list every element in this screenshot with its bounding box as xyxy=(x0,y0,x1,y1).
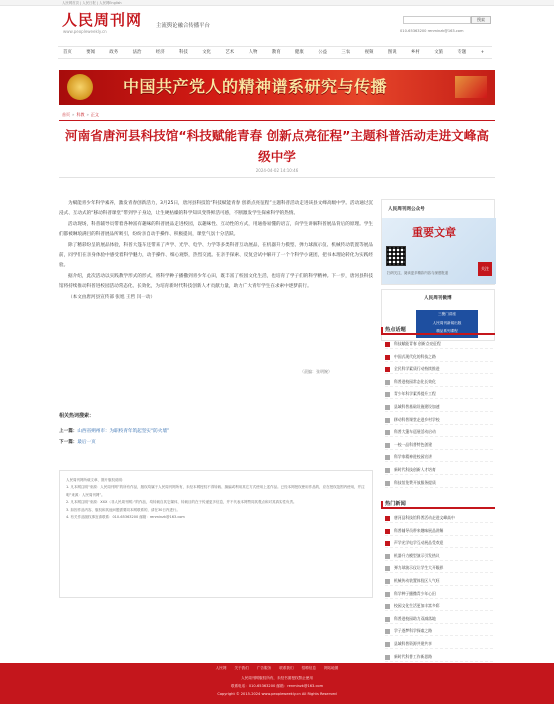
nav-item[interactable]: 三农 xyxy=(341,50,351,55)
list-item-label: 中国式现代化的科技之路 xyxy=(394,353,436,359)
list-item[interactable] xyxy=(385,389,493,399)
article-paragraph: 据介绍，此次活动以实践教学形式的形式，将科学种子播撒到青少年心田，既丰富了校园文化生活，也培育了学子们的科学精神。下一步，唐河县科技馆将持续推动科普进校园活动常态化、长效化，为培育新时代科技创新人才贡献力量，助力广大青年学生在求索中逐梦前行。 xyxy=(59,273,373,290)
disclaimer-line: 2. 凡本网注明“来源：XXX（非人民周刊网）”的作品，均转载自其它媒体，转载目的在于传递更多信息，并不代表本网赞同其观点和对其真实性负责。 xyxy=(66,500,297,505)
rank-badge xyxy=(385,392,390,397)
nav-item[interactable]: 科技 xyxy=(179,50,188,55)
list-item-label: 科普进校园常态化长效化 xyxy=(394,378,436,384)
rank-badge xyxy=(385,418,390,423)
site-logo[interactable] xyxy=(62,12,152,38)
rank-badge xyxy=(385,566,390,571)
rank-badge xyxy=(385,516,390,521)
title-divider xyxy=(59,120,495,121)
hot-topics-title: 热点话题 xyxy=(385,327,406,333)
list-item[interactable] xyxy=(385,478,493,488)
list-item-label: 校园文化生活更加丰富多彩 xyxy=(394,603,440,609)
list-item[interactable] xyxy=(385,614,493,624)
search-button[interactable]: 搜索 xyxy=(471,16,491,24)
nav-item[interactable]: 首页 xyxy=(63,50,72,55)
nav-item[interactable]: 人物 xyxy=(248,50,258,55)
weibo-title: 人民周刊微博 xyxy=(424,296,452,301)
list-item-label: 新时代科技创新人才培育 xyxy=(394,467,436,472)
rank-badge xyxy=(385,468,390,473)
site-footer xyxy=(0,663,554,704)
nav-item[interactable]: 法治 xyxy=(132,50,142,55)
list-item[interactable] xyxy=(385,402,493,412)
list-item[interactable] xyxy=(385,377,493,387)
list-item[interactable] xyxy=(385,452,493,462)
rank-badge xyxy=(385,642,390,647)
site-header xyxy=(0,6,554,42)
list-item[interactable] xyxy=(385,513,493,523)
nav-item[interactable]: 专题 xyxy=(457,50,467,55)
nav-item[interactable]: 图说 xyxy=(387,50,397,55)
banner-title: 中国共产党人的精神谱系研究与传播 xyxy=(123,77,388,96)
rank-badge xyxy=(385,342,390,347)
footer-link[interactable]: 联系我们 xyxy=(279,666,294,670)
footer-rights: Copyright © 2015-2024 www.peopleweekly.cn All Rights Reserved xyxy=(217,692,337,696)
qr-code-icon xyxy=(386,246,406,266)
nav-item[interactable]: 视频 xyxy=(364,50,374,55)
breadcrumb-sep: » xyxy=(72,112,75,117)
rank-badge xyxy=(385,629,390,634)
disclaimer-line: 人民周刊网所载文章、图片版权说明： xyxy=(66,478,126,482)
disclaimer-line: 1. 凡本网注明“来源：人民周刊网”的所有作品，版权均属于人民周刊网所有，未经本网授权不得转载、摘编或利用其它方式使用上述作品。已经本网授权使用作品的，应在授权范围内使用，并注明“来源：人民周刊网”。 xyxy=(66,485,365,497)
nav-item[interactable]: 文化 xyxy=(202,50,211,55)
nav-item[interactable]: 公益 xyxy=(318,50,327,55)
footer-copyright: 人民周刊网版权所有，未经书面授权禁止使用 xyxy=(241,676,313,680)
list-item[interactable] xyxy=(385,538,493,548)
footer-link[interactable]: 广告服务 xyxy=(256,666,272,670)
list-item[interactable] xyxy=(385,551,493,561)
next-label: 下一篇： xyxy=(59,440,78,445)
weibo-promo-line1: 三聚门讲座 xyxy=(438,312,456,316)
rank-badge xyxy=(385,592,390,597)
publish-date: 2024-04-02 14:10:46 xyxy=(255,168,299,173)
rank-badge xyxy=(385,443,390,448)
article-paragraph: 除了精彩纷呈的展品体验，科普大篷车还带来了声学、光学、电学、力学等多类科普互动展品，在机器升力模型、弹力球演示仪、机械传动装置等展品前，同学们在亲身体验中感受着科学魅力，动手操作、细心观察，热烈交流。在亲手探索、反复尝试中解开了一个个科学小谜团，把书本理论转化为实践经验。 xyxy=(59,242,373,269)
date-divider xyxy=(59,177,495,178)
list-item-label: 科普进校园助力双减落地 xyxy=(394,615,436,621)
list-item-label: 全民科学素质行动持续推进 xyxy=(394,366,440,372)
rank-badge xyxy=(385,367,390,372)
list-item-label: 青少年科学素养提升工程 xyxy=(394,391,436,397)
editor-credit: （责编：张明婉） xyxy=(300,369,332,374)
rank-badge xyxy=(385,455,390,460)
nav-item[interactable]: 教育 xyxy=(271,50,281,55)
footer-link[interactable]: 招聘信息 xyxy=(301,666,316,670)
article-body xyxy=(59,199,373,303)
hot-topics-header xyxy=(381,325,495,335)
nav-item[interactable]: 乡村 xyxy=(411,50,420,55)
follow-button[interactable]: 关注 xyxy=(478,262,492,276)
next-article xyxy=(59,439,96,445)
wechat-promo[interactable] xyxy=(382,218,496,284)
list-item-label: 声学光学电学互动展品受欢迎 xyxy=(394,540,444,546)
list-item-label: 科技馆免费开放服务提质 xyxy=(394,479,436,485)
rank-badge xyxy=(385,405,390,410)
rank-badge xyxy=(385,617,390,622)
rank-badge xyxy=(385,554,390,559)
copyright-disclaimer xyxy=(59,470,373,598)
contact-info: 010-65363200 renminzk@163.com xyxy=(400,29,464,33)
list-item-label: 新时代科普工作新思路 xyxy=(394,653,432,659)
article-paragraph: 活动现场，科普辅导员带着各种富有趣味的科普展品走进校园，以趣味性、互动性的方式，用通俗易懂的语言，向学生讲解科普展品背后的原理。学生们都被琳琅满目的科普展品所吸引，纷纷亲自动手操作、积极提问，课堂气氛十分活跃。 xyxy=(59,221,373,238)
list-item-label: 科普大篷车巡展活动启动 xyxy=(394,429,436,435)
list-item[interactable] xyxy=(385,440,493,450)
main-nav xyxy=(58,46,492,59)
nav-item[interactable]: 文旅 xyxy=(434,50,443,55)
breadcrumb-current: 正文 xyxy=(90,112,99,117)
footer-link[interactable]: 人民网 xyxy=(215,666,227,670)
breadcrumb-home[interactable]: 首页 xyxy=(62,112,70,117)
breadcrumb-sep: » xyxy=(86,112,89,117)
logo-text: 人民周刊网 xyxy=(62,11,143,29)
list-item[interactable] xyxy=(385,465,493,475)
footer-link[interactable]: 网站地图 xyxy=(323,666,339,670)
article-title: 河南省唐河县科技馆“科技赋能青春 创新点亮征程”主题科普活动走进文峰高级中学 xyxy=(65,128,489,164)
list-item[interactable] xyxy=(385,364,493,374)
list-item-label: 学子逐梦科学探索之路 xyxy=(394,628,432,634)
wechat-box xyxy=(381,199,495,285)
article-paragraph: 为赋能青少年科学素养，激发青春创新活力，3月25日，唐河县科技馆“科技赋能青春 创新点亮征程”主题科普活动走进该县文峰高级中学。活动通过沉浸式、互动式的“移动科普课堂”带到学子身边，让生硬枯燥的科学知识变得鲜活可感，不断激发学生探索科学的热情。 xyxy=(59,201,373,217)
disclaimer-line: 3. 如因作品内容、版权和其他问题需要同本网联系的，请在30日内进行。 xyxy=(66,507,180,512)
list-item[interactable] xyxy=(385,427,493,437)
article-paragraph: （本文由唐河县宣传部 张旭 王哲 闫一动） xyxy=(68,294,156,300)
hot-news-header xyxy=(381,499,495,509)
list-item[interactable] xyxy=(385,626,493,636)
section-marker xyxy=(381,327,383,333)
list-item[interactable] xyxy=(385,526,493,536)
prev-label: 上一篇： xyxy=(59,429,78,434)
footer-contact: 联系电话：010-65363200 邮箱：renminzk@163.com xyxy=(230,684,324,688)
nav-item[interactable]: 艺术 xyxy=(225,50,235,55)
list-item[interactable] xyxy=(385,352,493,362)
nav-item[interactable]: 要闻 xyxy=(86,50,95,55)
list-item[interactable] xyxy=(385,589,493,599)
rank-badge xyxy=(385,579,390,584)
list-item-label: 机器升力模型演示引发热议 xyxy=(394,552,440,558)
list-item-label: 县域科普资源共建共享 xyxy=(394,641,432,646)
rank-badge xyxy=(385,604,390,609)
rank-badge xyxy=(385,529,390,534)
nav-item[interactable]: 政务 xyxy=(109,50,119,55)
wechat-title: 人民周刊网公众号 xyxy=(388,207,425,212)
flag-icon xyxy=(455,76,487,98)
rank-badge xyxy=(385,355,390,360)
nav-item[interactable]: 健康 xyxy=(295,50,304,55)
disclaimer-line: 4. 有关作品版权事宜请联系：010-65363200 邮箱：renminzk@163.com xyxy=(66,515,185,520)
footer-links xyxy=(0,666,554,671)
section-marker xyxy=(381,501,383,507)
list-item-label: 县域科普基础设施建设加速 xyxy=(394,404,440,409)
list-item[interactable] xyxy=(385,639,493,649)
site-slogan: 主流舆论融合传播平台 xyxy=(156,23,210,29)
rank-badge xyxy=(385,655,390,660)
rank-badge xyxy=(385,541,390,546)
prev-article xyxy=(59,428,169,434)
list-item[interactable] xyxy=(385,576,493,586)
list-item-label: 唐河县科技馆科普活动走进文峰高中 xyxy=(394,515,455,520)
footer-link[interactable]: 关于我们 xyxy=(234,666,249,670)
list-item-label: 移动科普课堂走进乡村学校 xyxy=(394,416,440,422)
banner[interactable] xyxy=(59,70,495,105)
hot-news-title: 热门新闻 xyxy=(385,501,406,507)
party-emblem-icon xyxy=(67,74,93,100)
logo-url: www.peopleweekly.cn xyxy=(63,29,107,34)
rank-badge xyxy=(385,481,390,486)
list-item-label: 一校一品科普特色创建 xyxy=(394,441,432,447)
promo-caption: 扫码关注，阅读更多精彩内容与深度报道 xyxy=(387,271,449,275)
list-item-label: 机械传动装置体验区人气旺 xyxy=(394,578,440,583)
promo-headline: 重要文章 xyxy=(412,226,456,239)
breadcrumb-section[interactable]: 科教 xyxy=(76,112,85,117)
rank-badge xyxy=(385,430,390,435)
prev-article-link[interactable]: 山西省朔州市：为职校青年筑起坚实“防火墙” xyxy=(77,429,170,434)
next-article-link[interactable]: 最后一页 xyxy=(77,440,96,445)
list-item[interactable] xyxy=(385,339,493,349)
list-item-label: 科普辅导员带来趣味展品讲解 xyxy=(394,527,444,533)
nav-item[interactable]: 经济 xyxy=(155,50,165,55)
list-item[interactable] xyxy=(385,601,493,611)
list-item[interactable] xyxy=(385,652,493,662)
list-item-label: 科技赋能青春 创新点亮征程 xyxy=(394,341,441,346)
weibo-promo-line2: 人民周刊新闻出版 xyxy=(432,321,462,325)
list-item[interactable] xyxy=(385,415,493,425)
top-strip-links[interactable]: 人民网首页 | 人民日报 | 人民网English xyxy=(62,1,122,5)
rank-badge xyxy=(385,380,390,385)
list-item-label: 弹力球演示仪让学生大开眼界 xyxy=(394,565,444,571)
list-item-label: 科学家精神进校园宣讲 xyxy=(394,454,432,460)
weibo-promo-line3: 精品系列课程 xyxy=(436,329,458,333)
list-item-label: 科学种子播撒青少年心田 xyxy=(394,590,436,596)
nav-more-icon[interactable]: + xyxy=(480,50,485,55)
related-keywords-heading: 相关热词搜索： xyxy=(59,413,95,419)
search-input[interactable] xyxy=(403,16,471,24)
list-item[interactable] xyxy=(385,563,493,573)
breadcrumb xyxy=(62,112,99,118)
